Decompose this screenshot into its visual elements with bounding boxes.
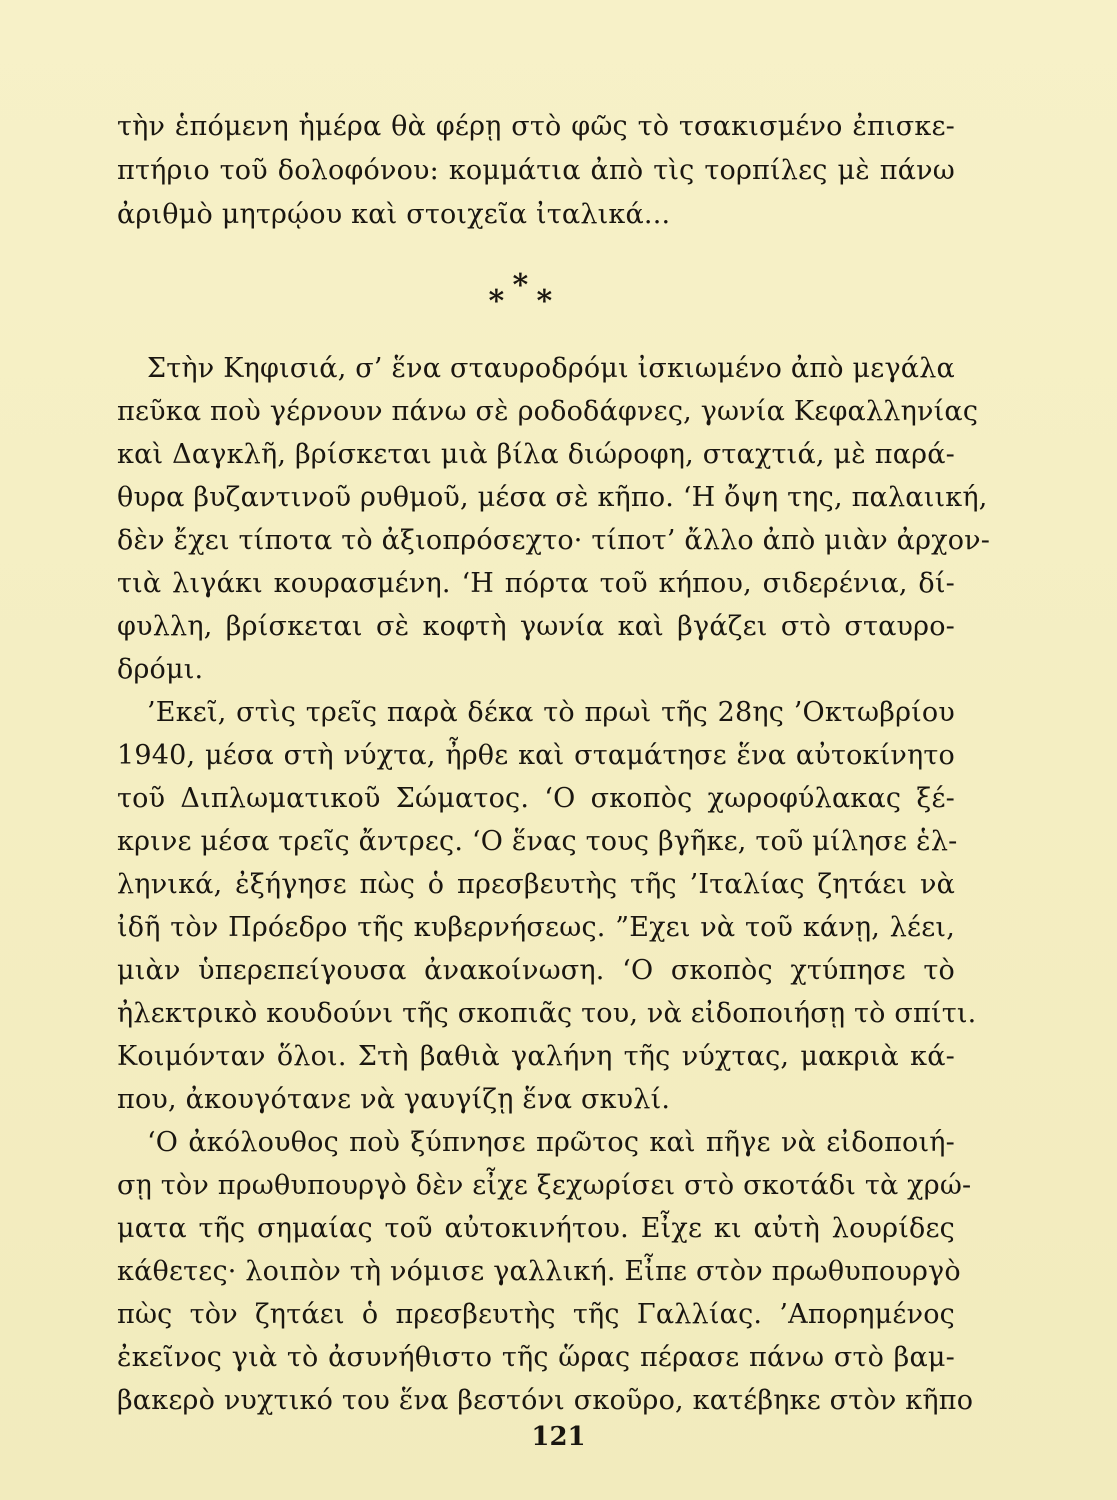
text-line: ἰδῆ τὸν Πρόεδρο τῆς κυβερνήσεως. ”Εχει νὰ τοῦ κάνῃ, λέει, bbox=[117, 912, 955, 943]
text-line: Στὴν Κηφισιά, σ’ ἕνα σταυροδρόμι ἰσκιωμένο ἀπὸ μεγάλα bbox=[147, 353, 955, 384]
text-line: φυλλη, βρίσκεται σὲ κοφτὴ γωνία καὶ βγάζει στὸ σταυρο- bbox=[117, 611, 955, 642]
text-line: ἐκεῖνος γιὰ τὸ ἀσυνήθιστο τῆς ὥρας πέρασε πάνω στὸ βαμ- bbox=[117, 1342, 955, 1373]
text-line: τιὰ λιγάκι κουρασμένη. ‘Η πόρτα τοῦ κήπου, σιδερένια, δί- bbox=[117, 568, 955, 599]
text-line: θυρα βυζαντινοῦ ρυθμοῦ, μέσα σὲ κῆπο. ‘Η ὄψη της, παλαιική, bbox=[117, 482, 988, 513]
text-line: ληνικά, ἐξήγησε πὼς ὁ πρεσβευτὴς τῆς ’Ιταλίας ζητάει νὰ bbox=[117, 869, 955, 900]
separator-star: ∗ bbox=[510, 262, 531, 297]
text-line: ἠλεκτρικὸ κουδούνι τῆς σκοπιᾶς του, νὰ εἰδοποιήσῃ τὸ σπίτι. bbox=[117, 998, 977, 1029]
text-line: ‘Ο ἀκόλουθος ποὺ ξύπνησε πρῶτος καὶ πῆγε νὰ εἰδοποιή- bbox=[147, 1127, 955, 1158]
text-line: ματα τῆς σημαίας τοῦ αὐτοκινήτου. Εἶχε κι αὐτὴ λουρίδες bbox=[117, 1213, 955, 1244]
text-line: ἀριθμὸ μητρῴου καὶ στοιχεῖα ἰταλικά... bbox=[117, 199, 671, 230]
text-line: καὶ Δαγκλῆ, βρίσκεται μιὰ βίλα διώροφη, σταχτιά, μὲ παρά- bbox=[117, 439, 955, 470]
text-line: τὴν ἑπόμενη ἡμέρα θὰ φέρῃ στὸ φῶς τὸ τσακισμένο ἐπισκε- bbox=[117, 111, 955, 142]
page-number: 121 bbox=[531, 1422, 586, 1452]
text-line: βακερὸ νυχτικό του ἕνα βεστόνι σκοῦρο, κατέβηκε στὸν κῆπο bbox=[117, 1385, 974, 1416]
separator-star: ∗ bbox=[486, 278, 507, 313]
text-line: πὼς τὸν ζητάει ὁ πρεσβευτὴς τῆς Γαλλίας. ’Απορημένος bbox=[117, 1299, 955, 1330]
text-line: κάθετες· λοιπὸν τὴ νόμισε γαλλική. Εἶπε στὸν πρωθυπουργὸ bbox=[117, 1256, 961, 1287]
text-line: κρινε μέσα τρεῖς ἄντρες. ‘Ο ἕνας τους βγῆκε, τοῦ μίλησε ἑλ- bbox=[117, 826, 958, 857]
text-line: που, ἀκουγότανε νὰ γαυγίζῃ ἕνα σκυλί. bbox=[117, 1084, 671, 1115]
text-line: σῃ τὸν πρωθυπουργὸ δὲν εἶχε ξεχωρίσει στὸ σκοτάδι τὰ χρώ- bbox=[117, 1170, 972, 1201]
text-line: πτήριο τοῦ δολοφόνου: κομμάτια ἀπὸ τὶς τορπίλες μὲ πάνω bbox=[117, 155, 955, 186]
text-line: 1940, μέσα στὴ νύχτα, ἦρθε καὶ σταμάτησε ἕνα αὐτοκίνητο bbox=[117, 740, 955, 771]
separator-star: ∗ bbox=[534, 278, 555, 313]
text-line: ’Εκεῖ, στὶς τρεῖς παρὰ δέκα τὸ πρωὶ τῆς 28ης ’Οκτωβρίου bbox=[147, 697, 955, 728]
text-line: Κοιμόνταν ὅλοι. Στὴ βαθιὰ γαλήνη τῆς νύχτας, μακριὰ κά- bbox=[117, 1041, 955, 1072]
text-line: δὲν ἔχει τίποτα τὸ ἀξιοπρόσεχτο· τίποτ’ ἄλλο ἀπὸ μιὰν ἀρχον- bbox=[117, 525, 991, 556]
text-line: πεῦκα ποὺ γέρνουν πάνω σὲ ροδοδάφνες, γωνία Κεφαλληνίας bbox=[117, 396, 979, 427]
text-line: δρόμι. bbox=[117, 654, 204, 685]
text-line: τοῦ Διπλωματικοῦ Σώματος. ‘Ο σκοπὸς χωροφύλακας ξέ- bbox=[117, 783, 955, 814]
section-separator bbox=[470, 262, 580, 312]
text-line: μιὰν ὑπερεπείγουσα ἀνακοίνωση. ‘Ο σκοπὸς χτύπησε τὸ bbox=[117, 955, 955, 986]
